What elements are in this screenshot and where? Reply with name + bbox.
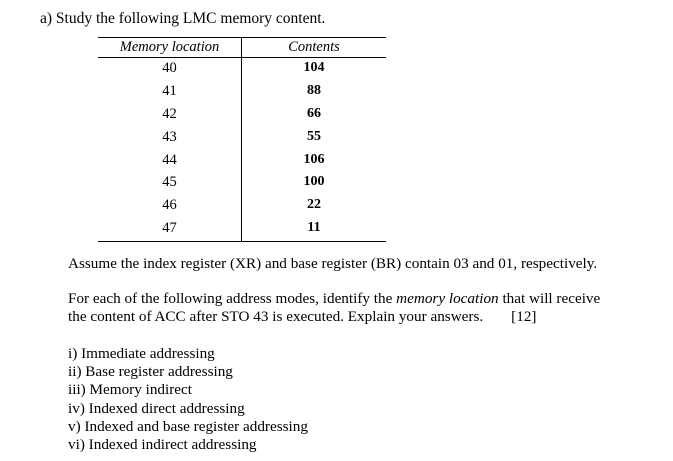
header-memory-location: Memory location [119,39,220,55]
location-cell: 44 [162,151,177,168]
table-row [98,127,386,150]
header-contents: Contents [241,38,386,57]
contents-cell: 22 [241,195,386,218]
location-cell: 41 [162,82,177,99]
memory-table [98,37,386,242]
table-row [98,150,386,173]
list-item: iv) Indexed direct addressing [68,399,245,417]
list-item: v) Indexed and base register addressing [68,417,308,435]
location-cell: 43 [162,128,177,145]
location-cell: 46 [162,197,177,214]
addressing-modes-list [68,345,308,454]
contents-cell: 100 [241,172,386,195]
table-row [98,58,386,81]
table-row [98,218,386,241]
table-row [98,104,386,127]
table-row [98,195,386,218]
location-cell: 47 [162,220,177,237]
contents-cell: 106 [241,150,386,173]
instruction-line-2 [68,308,668,326]
contents-cell: 11 [241,218,386,241]
contents-cell: 66 [241,104,386,127]
contents-cell: 88 [241,81,386,104]
list-item: i) Immediate addressing [68,345,215,362]
list-item: vi) Indexed indirect addressing [68,436,257,454]
instruction-line-1 [68,290,668,308]
instruction-suffix: that will receive [498,290,601,307]
instruction-emphasis: memory location [396,290,499,307]
instruction-line2-text: the content of ACC after STO 43 is executed. Explain your answers. [68,308,484,325]
list-item: ii) Base register addressing [68,363,233,381]
contents-cell: 55 [241,127,386,150]
location-cell: 40 [162,60,177,76]
question-heading: a) Study the following LMC memory content. [40,10,326,27]
contents-cell: 104 [241,58,386,81]
instruction-prefix: For each of the following address modes, identify the [68,290,397,307]
table-header [98,38,386,58]
table-row [98,172,386,195]
location-cell: 42 [162,105,177,122]
location-cell: 45 [162,174,177,191]
table-row [98,81,386,104]
marks-label: [12] [511,308,537,325]
instruction-paragraph [68,290,668,326]
assumption-text: Assume the index register (XR) and base register (BR) contain 03 and 01, respectively. [68,255,598,272]
list-item: iii) Memory indirect [68,381,192,399]
